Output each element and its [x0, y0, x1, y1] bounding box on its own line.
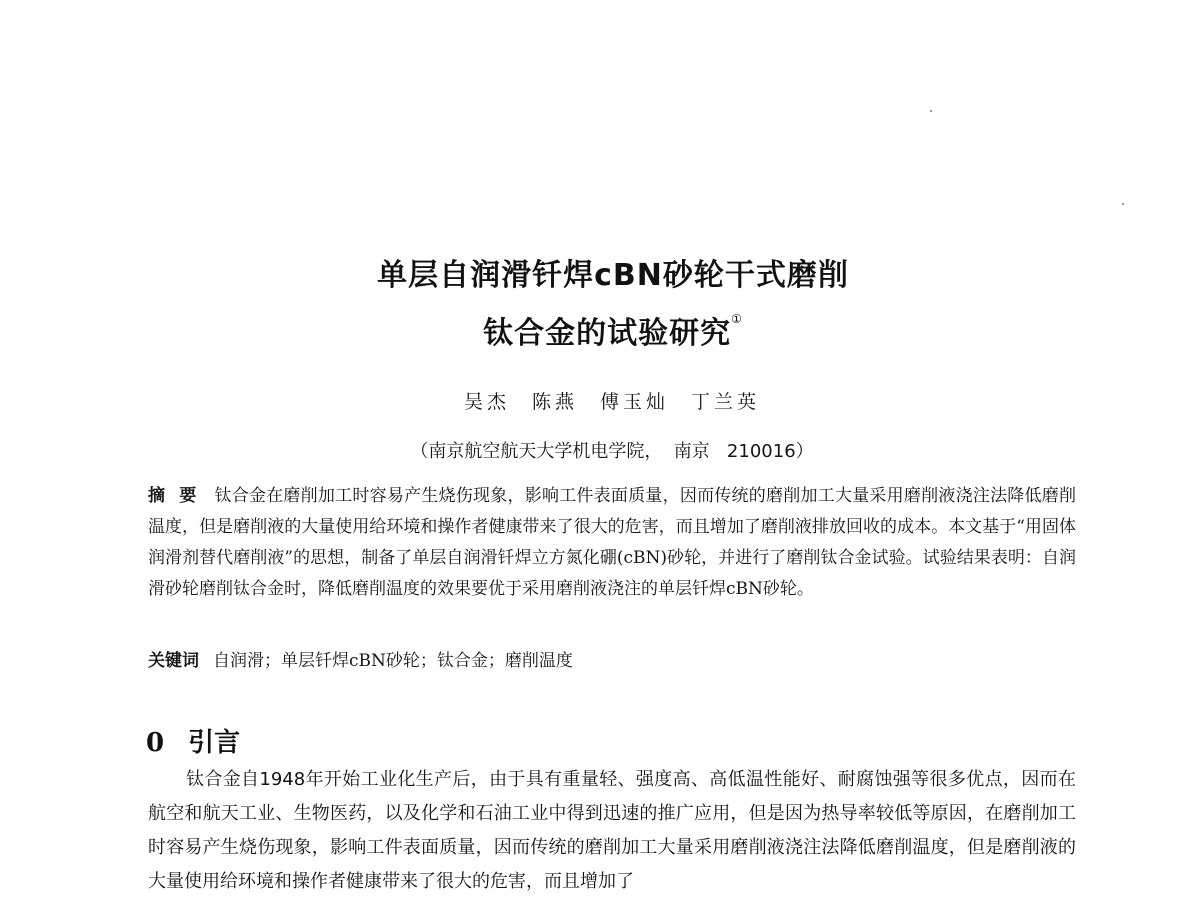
- paper-title-text-1: 单层自润滑钎焊cBN砂轮干式磨削: [377, 258, 849, 293]
- keywords-text: 自润滑；单层钎焊cBN砂轮；钛合金；磨削温度: [213, 651, 573, 671]
- paper-title-line-1: [0, 250, 1200, 294]
- body-paragraph: 钛合金自1948年开始工业化生产后，由于具有重量轻、强度高、高低温性能好、耐腐蚀强等很多优点，因而在航空和航天工业、生物医药，以及化学和石油工业中得到迅速的推广应用，但是因为热导率较低等原因，在磨削加工时容易产生烧伤现象，影响工件表面质量，因而传统的磨削加工大量采用磨削液浇注法降低磨削温度，但是磨削液的大量使用给环境和操作者健康带来了很大的危害，而且增加了: [148, 769, 1076, 892]
- paper-title-text-2: 钛合金的试验研究: [483, 316, 732, 351]
- abstract-label: 摘要: [148, 486, 211, 506]
- section-heading: [146, 722, 240, 759]
- keywords-label: 关键词: [148, 651, 199, 671]
- abstract: [148, 481, 1076, 605]
- affiliation: （南京航空航天大学机电学院， 南京 210016）: [410, 441, 814, 462]
- paper-title-line-2: [0, 308, 1200, 352]
- abstract-text: 钛合金在磨削加工时容易产生烧伤现象，影响工件表面质量，因而传统的磨削加工大量采用磨削液浇注法降低磨削温度，但是磨削液的大量使用给环境和操作者健康带来了很大的危害，而且增加了磨削液排放回收的成本。本文基于“用固体润滑剂替代磨削液”的思想，制备了单层自润滑钎焊立方氮化硼(cBN)砂轮，并进行了磨削钛合金试验。试验结果表明：自润滑砂轮磨削钛合金时，降低磨削温度的效果要优于采用磨削液浇注的单层钎焊cBN砂轮。: [148, 486, 1077, 599]
- scan-speck: [1122, 203, 1124, 205]
- author-list: 吴杰 陈燕 傅玉灿 丁兰英: [463, 391, 761, 413]
- scan-speck: [930, 110, 932, 112]
- section-number: 0: [146, 728, 165, 758]
- footnote-mark: ①: [731, 312, 743, 326]
- keywords: [148, 646, 1076, 671]
- section-title: 引言: [188, 728, 241, 758]
